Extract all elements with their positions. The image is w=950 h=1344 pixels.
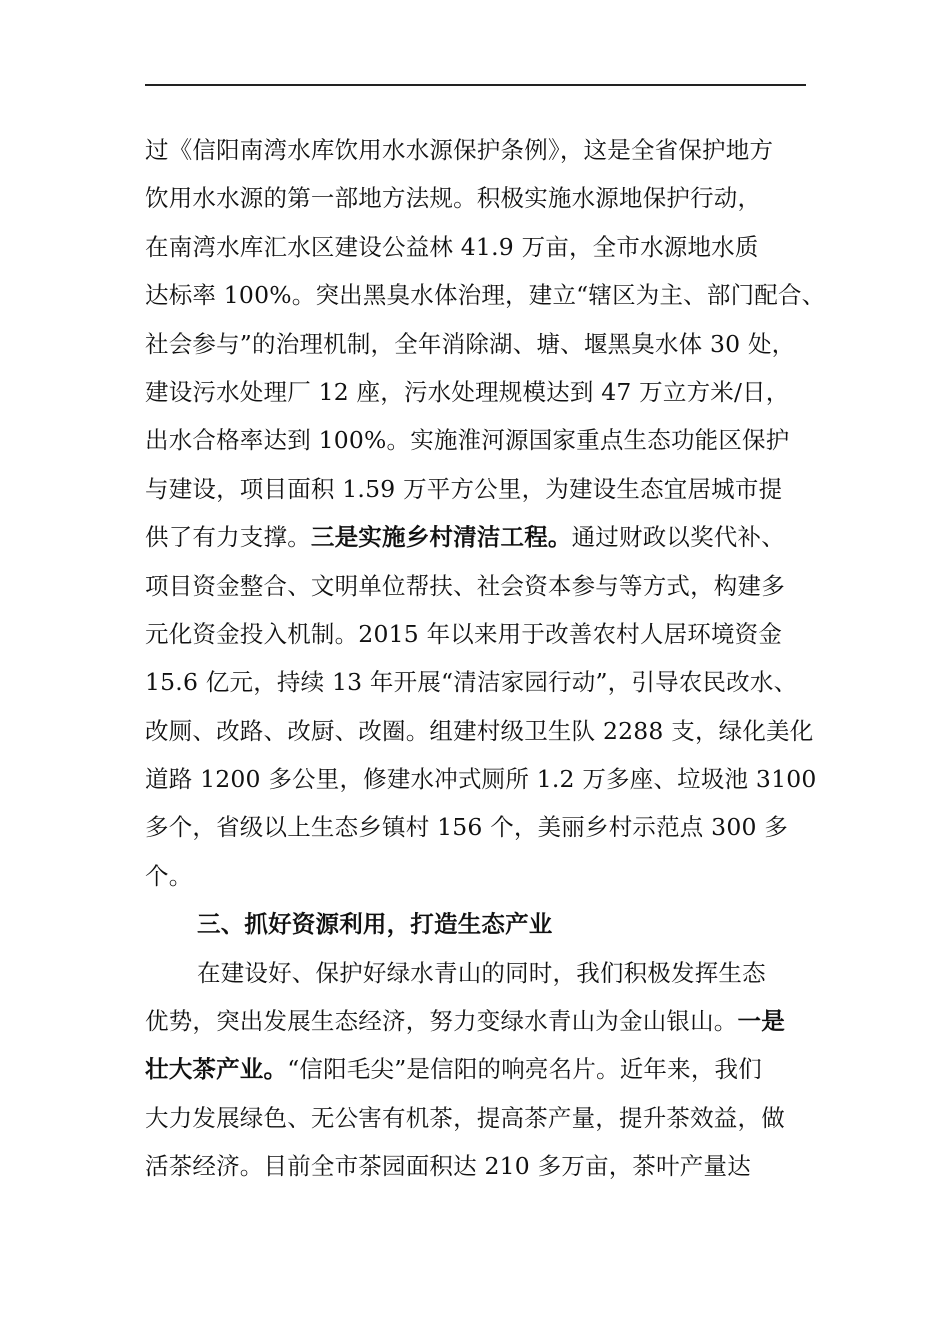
text-segment: 多个，省级以上生态乡镇村 156 个，美丽乡村示范点 300 多 (145, 813, 788, 842)
text-line (145, 1094, 810, 1142)
text-line (145, 126, 810, 174)
bold-text-segment: 三是实施乡村清洁工程。 (310, 523, 572, 552)
text-line (145, 416, 810, 464)
text-segment: “信阳毛尖”是信阳的响亮名片。近年来，我们 (287, 1055, 762, 1084)
document-body (145, 126, 826, 1191)
text-line (145, 513, 810, 561)
bold-text-segment: 壮大茶产业。 (145, 1055, 288, 1084)
text-segment: 项目资金整合、文明单位帮扶、社会资本参与等方式，构建多 (145, 571, 785, 600)
text-segment: 供了有力支撑。 (145, 523, 311, 552)
text-line (145, 755, 817, 803)
text-segment: 达标率 100%。突出黑臭水体治理，建立“辖区为主、部门配合、 (145, 281, 826, 310)
text-line (145, 271, 826, 319)
text-segment: 过《信阳南湾水库饮用水水源保护条例》，这是全省保护地方 (145, 136, 774, 164)
text-line (145, 852, 810, 900)
text-segment: 社会参与”的治理机制，全年消除湖、塘、堰黑臭水体 30 处， (145, 329, 796, 358)
text-segment: 出水合格率达到 100%。实施淮河源国家重点生态功能区保护 (145, 426, 790, 455)
text-segment: 个。 (145, 861, 193, 890)
text-line (145, 997, 810, 1045)
section-heading (145, 900, 810, 948)
text-segment: 饮用水水源的第一部地方法规。积极实施水源地保护行动， (145, 184, 762, 213)
text-line (145, 223, 810, 271)
text-segment: 元化资金投入机制。2015 年以来用于改善农村人居环境资金 (145, 619, 783, 648)
text-line (145, 707, 814, 755)
text-line (145, 658, 810, 706)
text-line (145, 1045, 810, 1093)
text-segment: 在建设好、保护好绿水青山的同时，我们积极发挥生态 (197, 958, 766, 987)
text-segment: 改厕、改路、改厨、改圈。组建村级卫生队 2288 支，绿化美化 (145, 716, 814, 745)
text-segment: 大力发展绿色、无公害有机茶，提高茶产量，提升茶效益，做 (145, 1103, 785, 1132)
text-line (145, 368, 810, 416)
text-line (145, 1142, 810, 1190)
text-segment: 15.6 亿元，持续 13 年开展“清洁家园行动”，引导农民改水、 (145, 668, 798, 697)
bold-text-segment: 一是 (737, 1007, 785, 1036)
text-line (145, 465, 810, 513)
text-segment: 与建设，项目面积 1.59 万平方公里，为建设生态宜居城市提 (145, 474, 783, 503)
text-line (145, 610, 810, 658)
text-segment: 在南湾水库汇水区建设公益林 41.9 万亩，全市水源地水质 (145, 232, 759, 261)
text-line (145, 174, 810, 222)
text-line (145, 803, 810, 851)
text-segment: 优势，突出发展生态经济，努力变绿水青山为金山银山。 (145, 1007, 738, 1036)
text-line (145, 949, 810, 997)
text-line (145, 562, 810, 610)
text-segment: 通过财政以奖代补、 (571, 523, 785, 552)
text-segment: 活茶经济。目前全市茶园面积达 210 多万亩，茶叶产量达 (145, 1152, 751, 1181)
bold-text-segment: 三、抓好资源利用，打造生态产业 (197, 910, 553, 939)
text-line (145, 320, 810, 368)
text-segment: 道路 1200 多公里，修建水冲式厕所 1.2 万多座、垃圾池 3100 (145, 765, 817, 794)
text-segment: 建设污水处理厂 12 座，污水处理规模达到 47 万立方米/日， (145, 377, 790, 406)
header-rule (145, 84, 806, 86)
